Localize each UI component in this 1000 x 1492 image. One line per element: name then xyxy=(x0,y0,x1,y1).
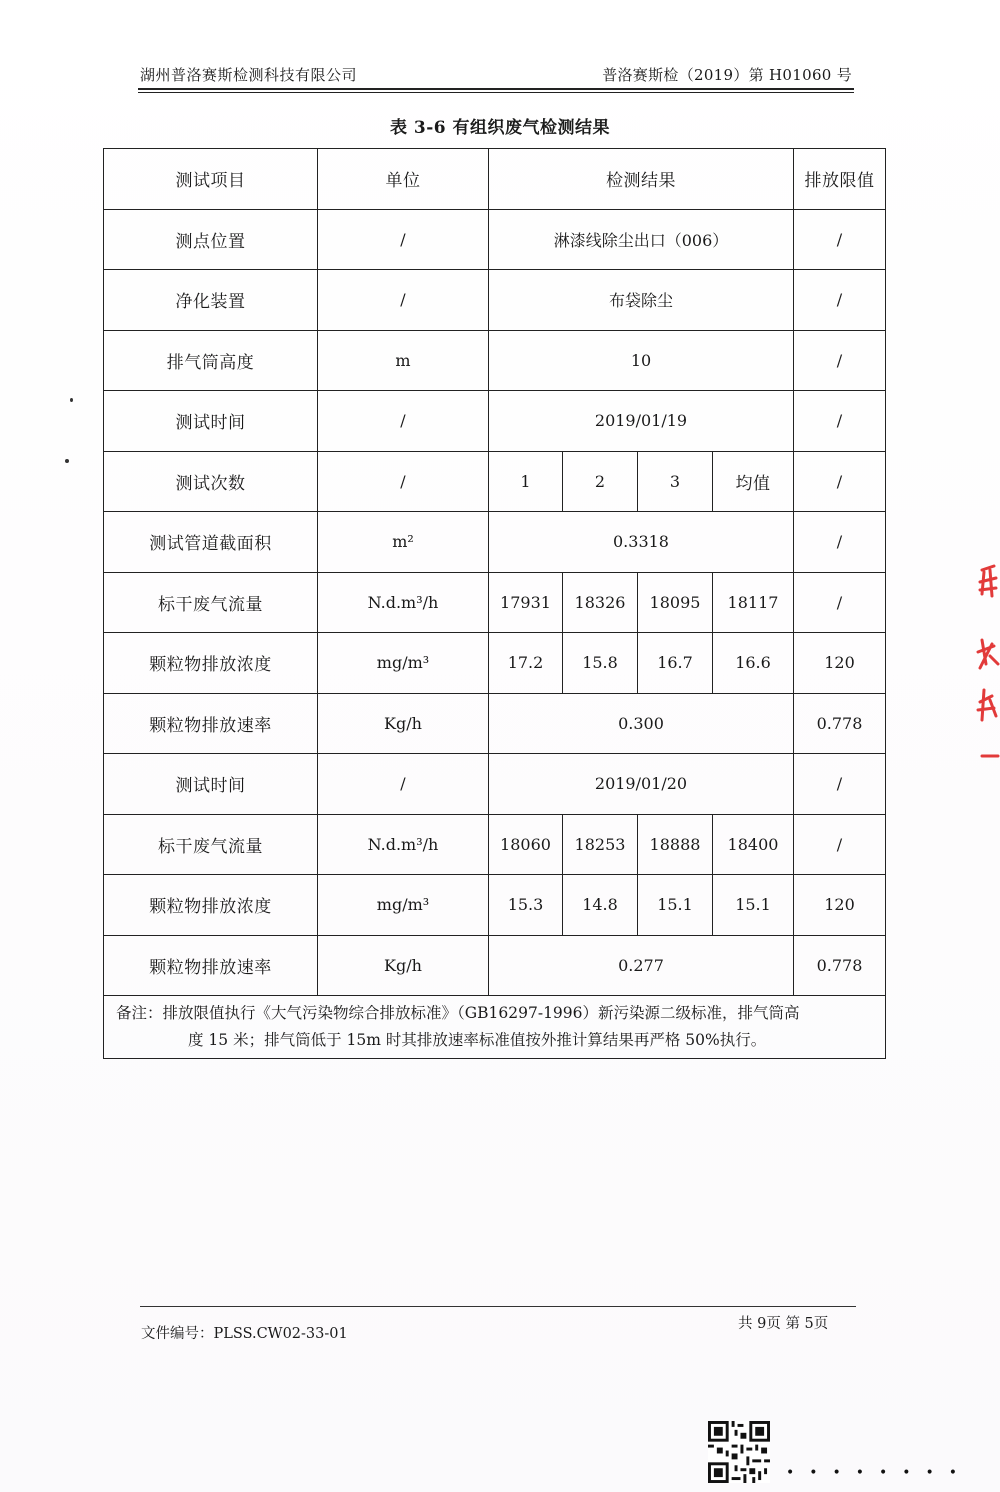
file-number: 文件编号：PLSS.CW02-33-01 xyxy=(141,1326,348,1342)
table-row xyxy=(104,391,886,452)
value-cell: 18060 xyxy=(489,814,563,875)
table-row xyxy=(104,572,886,633)
value-cell: 16.7 xyxy=(638,633,713,694)
result-cell: 2019/01/20 xyxy=(489,754,794,815)
row-label: 颗粒物排放浓度 xyxy=(104,633,318,694)
row-label: 测试次数 xyxy=(104,451,318,512)
result-cell: 布袋除尘 xyxy=(489,270,794,331)
avg-cell: 18400 xyxy=(713,814,794,875)
red-seal-stamp xyxy=(972,560,1000,770)
limit-cell: / xyxy=(794,391,886,452)
table-row xyxy=(104,935,886,996)
table-row xyxy=(104,693,886,754)
limit-cell: / xyxy=(794,512,886,573)
avg-cell: 16.6 xyxy=(713,633,794,694)
unit-cell: / xyxy=(318,270,489,331)
value-cell: 17.2 xyxy=(489,633,563,694)
value-cell: 15.1 xyxy=(638,875,713,936)
row-label: 测试管道截面积 xyxy=(104,512,318,573)
note-row xyxy=(104,996,886,1059)
limit-cell: / xyxy=(794,754,886,815)
limit-cell: / xyxy=(794,330,886,391)
limit-cell: 0.778 xyxy=(794,935,886,996)
unit-cell: / xyxy=(318,209,489,270)
limit-cell: / xyxy=(794,451,886,512)
result-cell: 0.300 xyxy=(489,693,794,754)
table-row xyxy=(104,814,886,875)
table-row xyxy=(104,633,886,694)
run-cell: 2 xyxy=(563,451,638,512)
avg-header-cell: 均值 xyxy=(713,451,794,512)
row-label: 排气筒高度 xyxy=(104,330,318,391)
result-cell: 0.3318 xyxy=(489,512,794,573)
table-row xyxy=(104,875,886,936)
unit-cell: / xyxy=(318,754,489,815)
qr-code-icon xyxy=(708,1421,770,1483)
result-cell: 淋漆线除尘出口（006） xyxy=(489,209,794,270)
value-cell: 18888 xyxy=(638,814,713,875)
limit-cell: 0.778 xyxy=(794,693,886,754)
limit-cell: / xyxy=(794,209,886,270)
row-label: 标干废气流量 xyxy=(104,572,318,633)
result-cell: 0.277 xyxy=(489,935,794,996)
footer-divider xyxy=(140,1306,856,1307)
table-row xyxy=(104,512,886,573)
value-cell: 15.3 xyxy=(489,875,563,936)
unit-cell: / xyxy=(318,451,489,512)
value-cell: 17931 xyxy=(489,572,563,633)
value-cell: 18253 xyxy=(563,814,638,875)
scan-speck xyxy=(70,398,73,402)
table-row xyxy=(104,209,886,270)
results-table xyxy=(103,148,886,1059)
row-label: 颗粒物排放速率 xyxy=(104,935,318,996)
dot-leader: •••••••• xyxy=(786,1465,973,1481)
result-cell: 10 xyxy=(489,330,794,391)
row-label: 测试时间 xyxy=(104,391,318,452)
row-label: 颗粒物排放浓度 xyxy=(104,875,318,936)
report-number: 普洛赛斯检（2019）第 H01060 号 xyxy=(602,66,852,84)
value-cell: 15.8 xyxy=(563,633,638,694)
scan-speck xyxy=(65,459,69,463)
limit-cell: / xyxy=(794,270,886,331)
run-cell: 3 xyxy=(638,451,713,512)
header-row xyxy=(104,149,886,210)
col-header-item: 测试项目 xyxy=(104,149,318,210)
table-row xyxy=(104,754,886,815)
avg-cell: 18117 xyxy=(713,572,794,633)
value-cell: 18095 xyxy=(638,572,713,633)
row-label: 标干废气流量 xyxy=(104,814,318,875)
header-divider xyxy=(138,88,854,93)
run-cell: 1 xyxy=(489,451,563,512)
limit-cell: / xyxy=(794,572,886,633)
limit-cell: 120 xyxy=(794,875,886,936)
col-header-result: 检测结果 xyxy=(489,149,794,210)
row-label: 净化装置 xyxy=(104,270,318,331)
unit-cell: Kg/h xyxy=(318,693,489,754)
row-label: 颗粒物排放速率 xyxy=(104,693,318,754)
unit-cell: mg/m³ xyxy=(318,875,489,936)
row-label: 测点位置 xyxy=(104,209,318,270)
value-cell: 18326 xyxy=(563,572,638,633)
limit-cell: 120 xyxy=(794,633,886,694)
unit-cell: / xyxy=(318,391,489,452)
value-cell: 14.8 xyxy=(563,875,638,936)
table-title: 表 3-6 有组织废气检测结果 xyxy=(389,118,611,138)
unit-cell: N.d.m³/h xyxy=(318,572,489,633)
row-label: 测试时间 xyxy=(104,754,318,815)
table-row xyxy=(104,270,886,331)
result-cell: 2019/01/19 xyxy=(489,391,794,452)
unit-cell: m xyxy=(318,330,489,391)
table-row xyxy=(104,451,886,512)
unit-cell: m² xyxy=(318,512,489,573)
table-note xyxy=(104,996,886,1059)
unit-cell: N.d.m³/h xyxy=(318,814,489,875)
col-header-limit: 排放限值 xyxy=(794,149,886,210)
col-header-unit: 单位 xyxy=(318,149,489,210)
note-line-2: 度 15 米；排气筒低于 15m 时其排放速率标准值按外推计算结果再严格 50%执行。 xyxy=(188,1031,767,1049)
limit-cell: / xyxy=(794,814,886,875)
page-count: 共 9页 第 5页 xyxy=(738,1316,829,1332)
unit-cell: Kg/h xyxy=(318,935,489,996)
company-name: 湖州普洛赛斯检测科技有限公司 xyxy=(140,66,358,84)
table-row xyxy=(104,330,886,391)
note-line-1: 备注：排放限值执行《大气污染物综合排放标准》（GB16297-1996）新污染源二级标准，排气筒高 xyxy=(116,1004,800,1022)
unit-cell: mg/m³ xyxy=(318,633,489,694)
avg-cell: 15.1 xyxy=(713,875,794,936)
